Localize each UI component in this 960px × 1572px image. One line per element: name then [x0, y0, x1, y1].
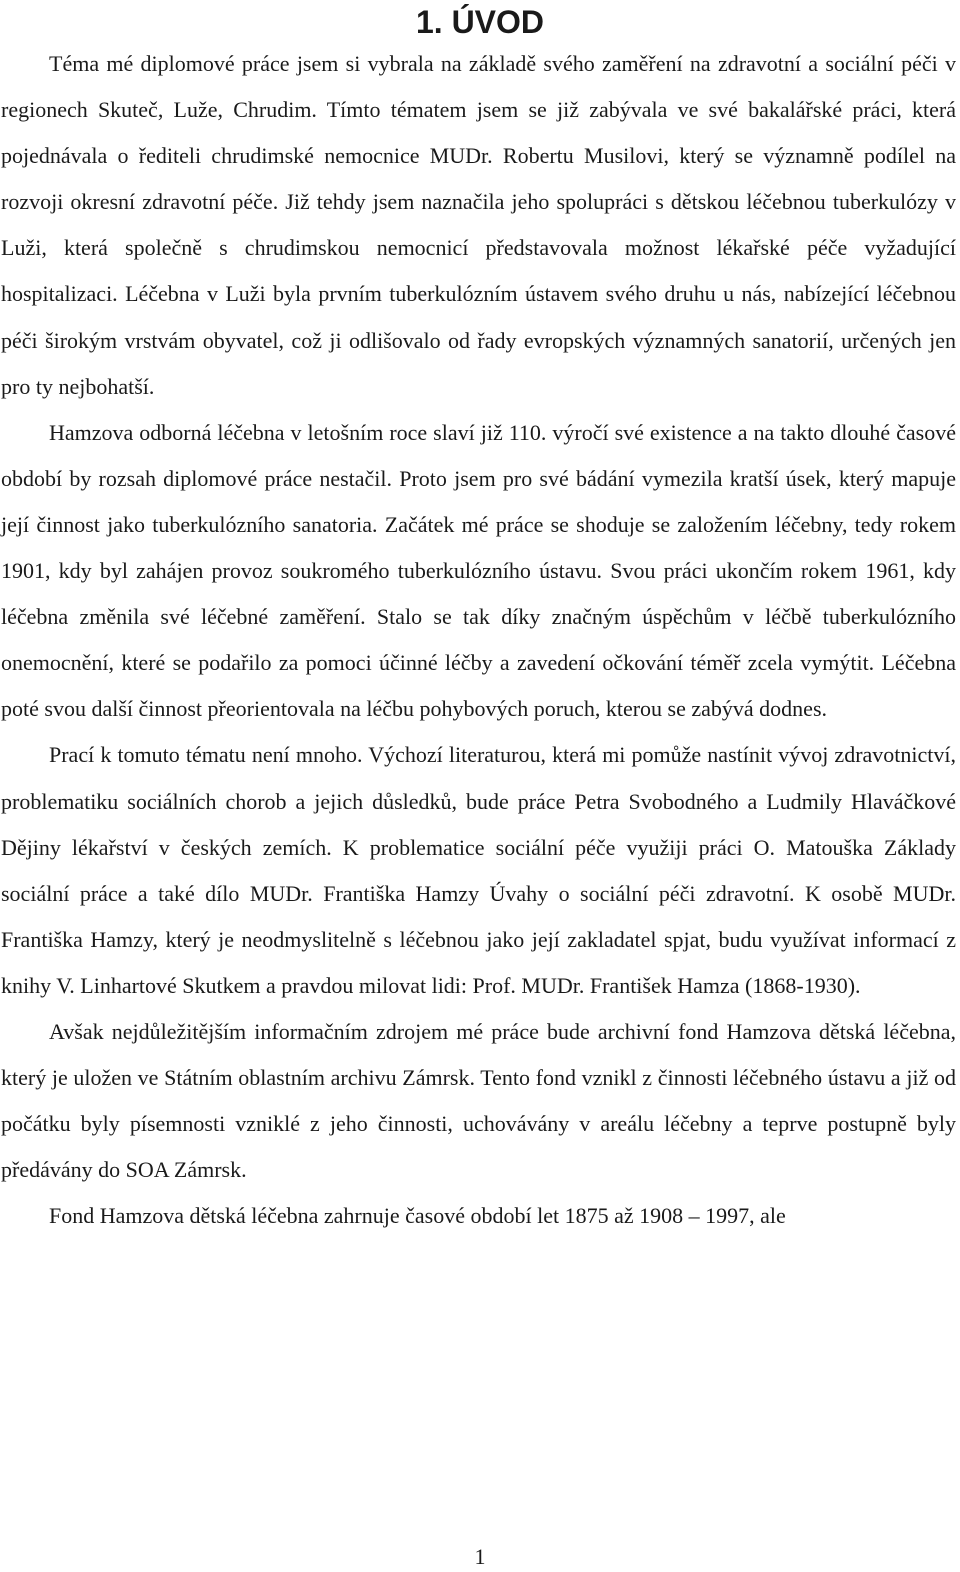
paragraph-4: Avšak nejdůležitějším informačním zdrojem mé práce bude archivní fond Hamzova dětská léčebna, který je uložen ve Státním oblastním archivu Zámrsk. Tento fond vznikl z činnosti léčebného ústavu a již od počátku byly písemnosti vzniklé z jeho činnosti, uchovávány v areálu léčebny a teprve postupně byly předávány do SOA Zámrsk.: [1, 1018, 956, 1183]
paragraph-2: Hamzova odborná léčebna v letošním roce slaví již 110. výročí své existence a na takto dlouhé časové období by rozsah diplomové práce nestačil. Proto jsem pro své bádání vymezila kratší úsek, který mapuje její činnost jako tuberkulózního sanatoria. Začátek mé práce se shoduje se založením léčebny, tedy rokem 1901, kdy byl zahájen provoz soukromého tuberkulózního ústavu. Svou práci ukončím rokem 1961, kdy léčebna změnila své léčebné zaměření. Stalo se tak díky značným úspěchům v léčbě tuberkulózního onemocnění, které se podařilo za pomoci účinné léčby a zavedení očkování téměř zcela vymýtit. Léčebna poté svou další činnost přeorientovala na léčbu pohybových poruch, kterou se zabývá dodnes.: [1, 419, 956, 722]
paragraph-5: Fond Hamzova dětská léčebna zahrnuje časové období let 1875 až 1908 – 1997, ale: [49, 1203, 786, 1229]
page-number: 1: [474, 1544, 486, 1569]
chapter-heading: 1. ÚVOD: [415, 4, 545, 40]
paragraph-1: Téma mé diplomové práce jsem si vybrala na základě svého zaměření na zdravotní a sociální péči v regionech Skuteč, Luže, Chrudim. Tímto tématem jsem se již zabývala ve své bakalářské práci, která pojednávala o řediteli chrudimské nemocnice MUDr. Robertu Musilovi, který se významně podílel na rozvoji okresní zdravotní péče. Již tehdy jsem naznačila jeho spolupráci s dětskou léčebnou tuberkulózy v Luži, která společně s chrudimskou nemocnicí představovala možnost lékařské péče vyžadující hospitalizaci. Léčebna v Luži byla prvním tuberkulózním ústavem svého druhu u nás, nabízející léčebnou péči širokým vrstvám obyvatel, což ji odlišovalo od řady evropských významných sanatorií, určených jen pro ty nejbohatší.: [1, 51, 956, 399]
body-text: [1, 41, 956, 1239]
paragraph-3: Prací k tomuto tématu není mnoho. Výchozí literaturou, která mi pomůže nastínit vývoj zdravotnictví, problematiku sociálních chorob a jejich důsledků, bude práce Petra Svobodného a Ludmily Hlaváčkové Dějiny lékařství v českých zemích. K problematice sociální péče využiji práci O. Matouška Základy sociální práce a také dílo MUDr. Františka Hamzy Úvahy o sociální péči zdravotní. K osobě MUDr. Františka Hamzy, který je neodmyslitelně s léčebnou jako její zakladatel spjat, budu využívat informací z knihy V. Linhartové Skutkem a pravdou milovat lidi: Prof. MUDr. František Hamza (1868-1930).: [1, 742, 956, 998]
